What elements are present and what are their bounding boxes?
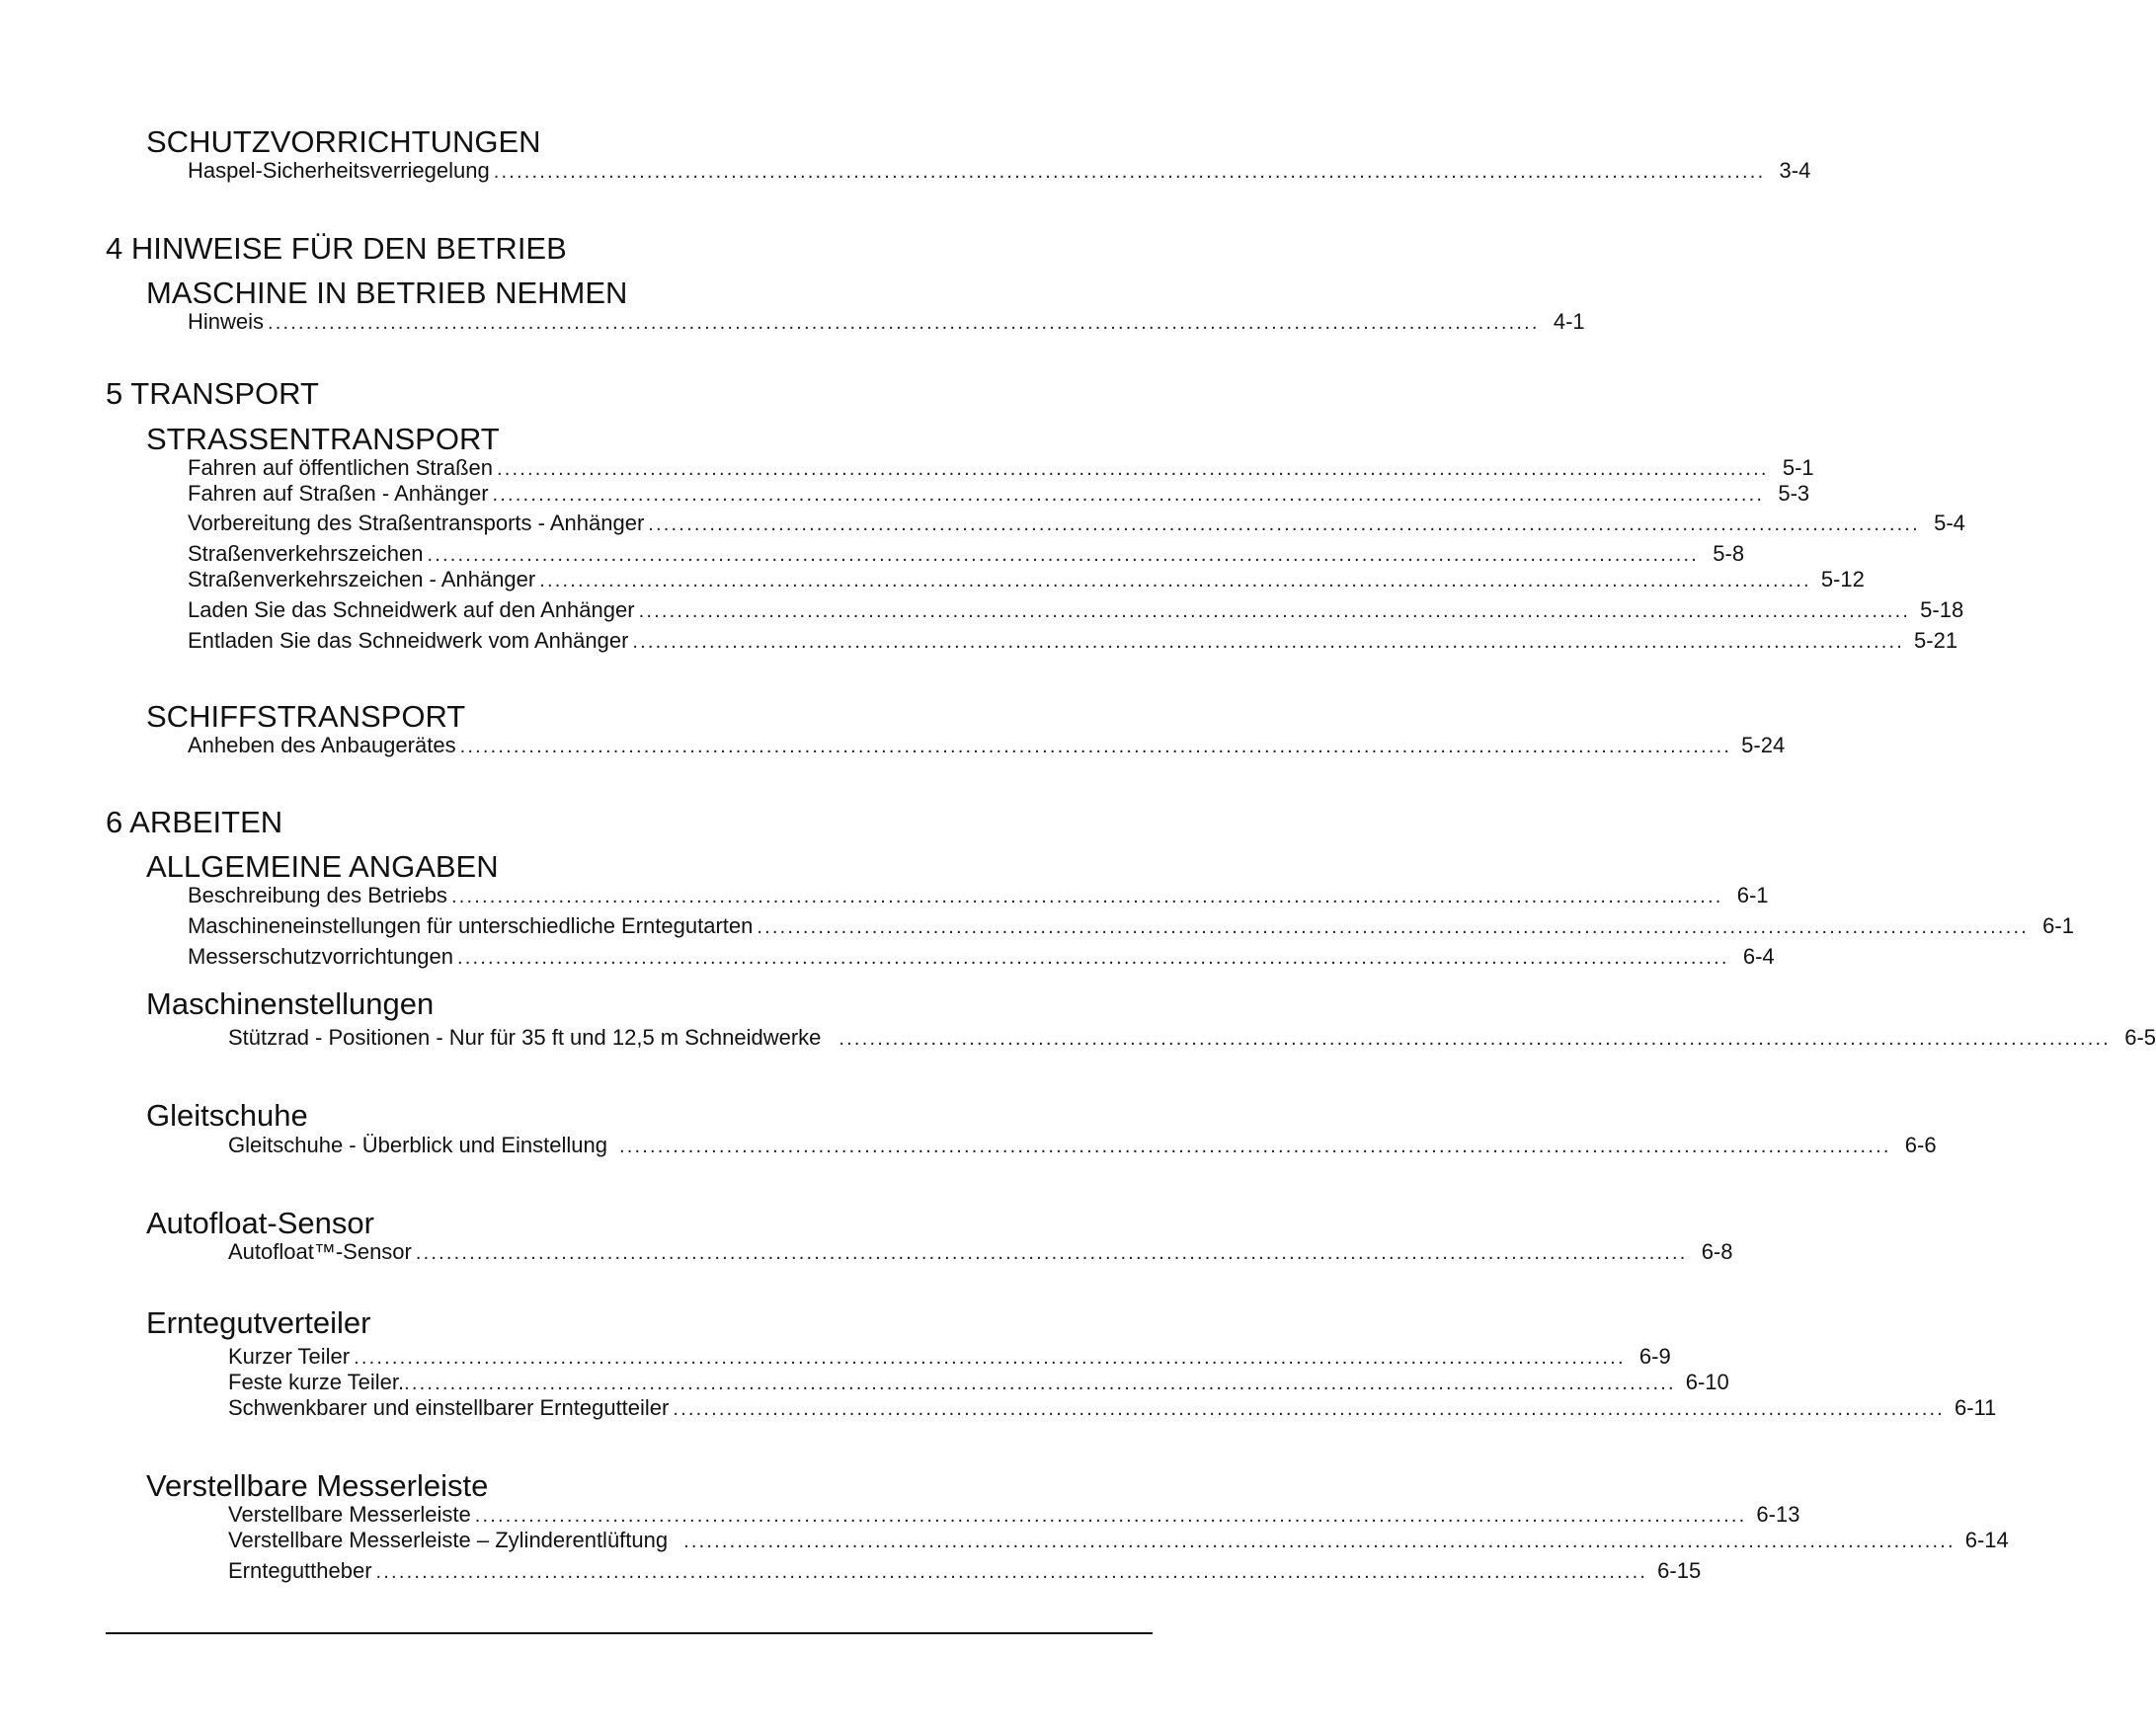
section-heading-maschine-in-betrieb: MASCHINE IN BETRIEB NEHMEN (146, 276, 628, 310)
dot-leader: ...................................................................................................................................................................... (415, 1242, 1688, 1264)
dot-leader: ...................................................................................................................................................................... (268, 312, 1540, 334)
entry-title: Gleitschuhe - Überblick und Einstellung (228, 1133, 607, 1157)
entry-title: Maschineneinstellungen für unterschiedliche Erntegutarten (188, 913, 754, 938)
entry-page: 6-5 (2124, 1025, 2156, 1050)
dot-leader: ...................................................................................................................................................................... (354, 1347, 1626, 1369)
dot-leader: ...................................................................................................................................................................... (404, 1373, 1676, 1394)
dot-leader: ...................................................................................................................................................................... (539, 570, 1811, 591)
dot-leader: ...................................................................................................................................................................... (474, 1505, 1747, 1527)
entry-title: Straßenverkehrszeichen (188, 541, 424, 566)
entry-page: 6-6 (1904, 1133, 1937, 1157)
entry-title: Verstellbare Messerleiste (228, 1502, 471, 1527)
toc-entry-ernteguttheber[interactable] (228, 1558, 1702, 1586)
entry-title: Straßenverkehrszeichen - Anhänger (188, 567, 536, 591)
toc-entry-haspel[interactable] (188, 158, 1811, 186)
chapter-heading-6: 6 ARBEITEN (106, 805, 283, 839)
toc-entry-verkehrszeichen[interactable] (188, 541, 1745, 569)
chapter-heading-5: 5 TRANSPORT (106, 376, 319, 411)
toc-entry-autofloat[interactable] (228, 1239, 1733, 1267)
toc-entry-feste-teiler[interactable] (228, 1370, 1729, 1397)
toc-entry-laden[interactable] (188, 597, 1964, 625)
toc-entry-gleitschuhe[interactable] (228, 1133, 1937, 1160)
entry-page: 6-15 (1657, 1558, 1702, 1583)
entry-page: 6-1 (2042, 913, 2074, 938)
dot-leader: ...................................................................................................................................................................... (673, 1398, 1945, 1420)
entry-page: 5-8 (1713, 541, 1745, 566)
section-heading-strassentransport: STRASSENTRANSPORT (146, 422, 500, 456)
entry-title: Messerschutzvorrichtungen (188, 944, 454, 969)
section-heading-gleitschuhe: Gleitschuhe (146, 1098, 308, 1133)
dot-leader: ...................................................................................................................................................................... (757, 916, 2029, 938)
entry-page: 6-9 (1638, 1344, 1671, 1369)
footer-rule (106, 1632, 1153, 1634)
entry-title: Kurzer Teiler (228, 1344, 351, 1369)
toc-entry-stuetzrad[interactable] (228, 1025, 2156, 1053)
entry-page: 5-4 (1934, 511, 1965, 535)
entry-title: Autofloat™-Sensor (228, 1239, 412, 1264)
dot-leader: ...................................................................................................................................................................... (638, 600, 1911, 622)
entry-page: 5-12 (1820, 567, 1865, 591)
entry-title: Beschreibung des Betriebs (188, 883, 447, 907)
entry-title: Haspel-Sicherheitsverriegelung (188, 158, 490, 183)
toc-entry-verkehrszeichen-anhaenger[interactable] (188, 567, 1865, 594)
section-heading-verstellbare-messerleiste: Verstellbare Messerleiste (146, 1468, 489, 1503)
entry-title: Feste kurze Teiler. (228, 1370, 405, 1394)
toc-entry-fahren-anhaenger[interactable] (188, 481, 1810, 509)
toc-entry-fahren-oeffentlich[interactable] (188, 455, 1814, 483)
dot-leader: ...................................................................................................................................................................... (457, 947, 1729, 969)
entry-page: 4-1 (1553, 309, 1585, 334)
entry-title: Anheben des Anbaugerätes (188, 733, 456, 757)
dot-leader: ...................................................................................................................................................................... (648, 513, 1920, 535)
section-heading-maschinenstellungen: Maschinenstellungen (146, 986, 435, 1021)
entry-page: 6-10 (1685, 1370, 1729, 1394)
dot-leader: ...................................................................................................................................................................... (375, 1561, 1648, 1583)
entry-title: Schwenkbarer und einstellbarer Erntegutteiler (228, 1395, 670, 1420)
entry-title: Fahren auf öffentlichen Straßen (188, 455, 494, 480)
section-heading-allgemeine-angaben: ALLGEMEINE ANGABEN (146, 849, 499, 884)
entry-title: Ernteguttheber (228, 1558, 372, 1583)
entry-page: 5-18 (1920, 597, 1964, 622)
toc-entry-anheben[interactable] (188, 733, 1786, 760)
entry-page: 6-1 (1736, 883, 1769, 907)
entry-page: 3-4 (1779, 158, 1811, 183)
toc-entry-kurzer-teiler[interactable] (228, 1344, 1671, 1372)
entry-page: 5-21 (1914, 628, 1958, 653)
toc-entry-messerleiste[interactable] (228, 1502, 1800, 1530)
toc-entry-beschreibung[interactable] (188, 883, 1769, 910)
entry-title: Hinweis (188, 309, 265, 334)
entry-title: Fahren auf Straßen - Anhänger (188, 481, 489, 506)
dot-leader: ...................................................................................................................................................................... (492, 484, 1765, 506)
toc-entry-schwenkbarer-teiler[interactable] (228, 1395, 1997, 1423)
entry-page: 5-24 (1741, 733, 1786, 757)
section-heading-schutzvorrichtungen: SCHUTZVORRICHTUNGEN (146, 124, 541, 159)
dot-leader: ...................................................................................................................................................................... (838, 1028, 2112, 1050)
section-heading-autofloat: Autofloat-Sensor (146, 1206, 374, 1240)
toc-entry-entladen[interactable] (188, 628, 1958, 656)
entry-page: 6-13 (1756, 1502, 1800, 1527)
dot-leader: ...................................................................................................................................................................... (497, 458, 1769, 480)
dot-leader: ...................................................................................................................................................................... (493, 161, 1766, 183)
entry-page: 5-3 (1778, 481, 1810, 506)
toc-entry-maschineneinstellungen[interactable] (188, 913, 2074, 941)
entry-page: 5-1 (1782, 455, 1814, 480)
entry-title: Verstellbare Messerleiste – Zylinderentlüftung (228, 1528, 669, 1552)
entry-page: 6-4 (1742, 944, 1775, 969)
dot-leader: ...................................................................................................................................................................... (618, 1136, 1891, 1157)
entry-title: Stützrad - Positionen - Nur für 35 ft und 12,5 m Schneidwerke (228, 1025, 822, 1050)
dot-leader: ...................................................................................................................................................................... (459, 736, 1732, 757)
section-heading-schiffstransport: SCHIFFSTRANSPORT (146, 699, 466, 734)
toc-entry-zylinderentlueftung[interactable] (228, 1528, 2009, 1555)
entry-page: 6-11 (1954, 1395, 1997, 1420)
dot-leader: ...................................................................................................................................................................... (450, 886, 1723, 907)
dot-leader: ...................................................................................................................................................................... (632, 631, 1905, 653)
entry-title: Vorbereitung des Straßentransports - Anhänger (188, 511, 645, 535)
toc-entry-vorbereitung[interactable] (188, 511, 1965, 538)
entry-page: 6-8 (1701, 1239, 1733, 1264)
chapter-heading-4: 4 HINWEISE FÜR DEN BETRIEB (106, 231, 567, 266)
entry-title: Laden Sie das Schneidwerk auf den Anhänger (188, 597, 635, 622)
dot-leader: ...................................................................................................................................................................... (427, 544, 1700, 566)
toc-entry-messerschutz[interactable] (188, 944, 1775, 972)
toc-entry-hinweis[interactable] (188, 309, 1585, 337)
entry-page: 6-14 (1964, 1528, 2009, 1552)
dot-leader: ...................................................................................................................................................................... (683, 1531, 1956, 1552)
entry-title: Entladen Sie das Schneidwerk vom Anhänger (188, 628, 629, 653)
section-heading-erntegutverteiler: Erntegutverteiler (146, 1305, 371, 1340)
